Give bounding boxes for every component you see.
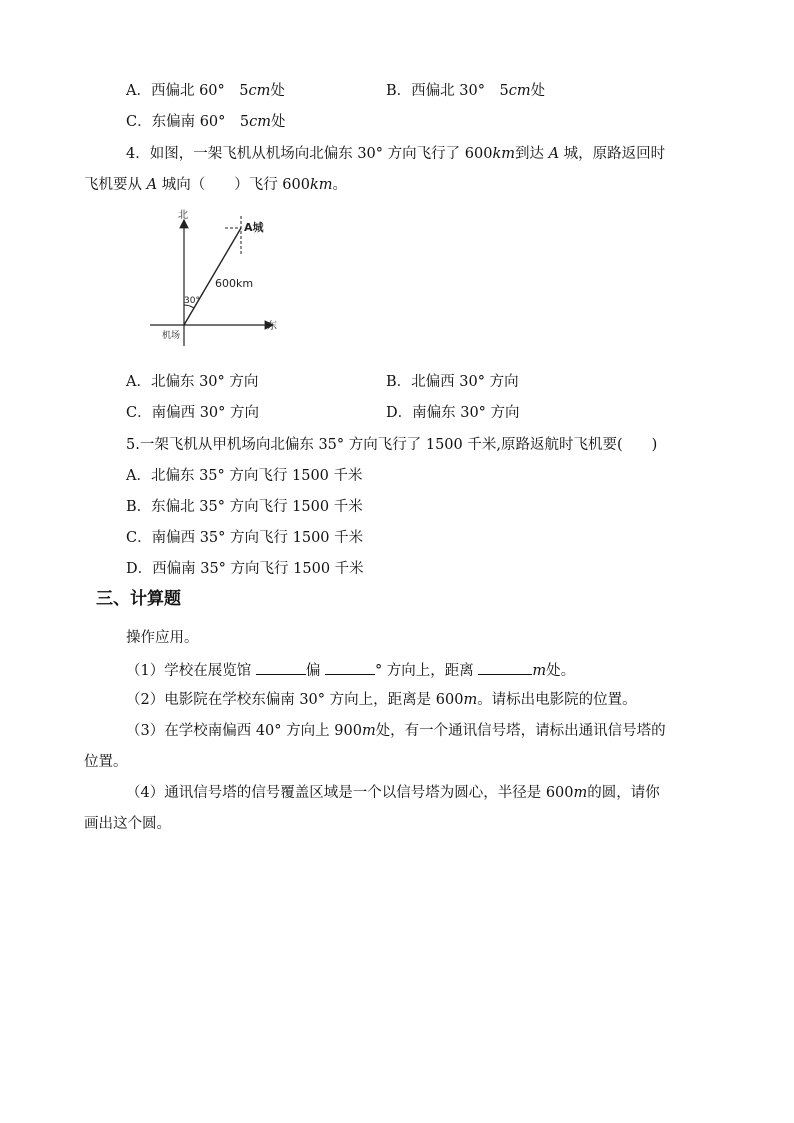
q4-option-b: B．北偏西 30° 方向 — [386, 374, 519, 390]
q4-option-c: C．南偏西 30° 方向 — [126, 405, 260, 421]
q5-option-b: B．东偏北 35° 方向飞行 1500 千米 — [126, 499, 363, 515]
q5-stem: 5.一架飞机从甲机场向北偏东 35° 方向飞行了 1500 千米,原路返航时飞机要( ) — [126, 437, 658, 453]
q4-direction-figure — [145, 208, 280, 348]
section-heading: 三、计算题 — [96, 589, 181, 609]
item-3-line2: 位置。 — [84, 754, 128, 770]
q4-option-a: A．北偏东 30° 方向 — [126, 374, 259, 390]
q5-option-d: D．西偏南 35° 方向飞行 1500 千米 — [126, 561, 364, 577]
east-label: 东 — [267, 321, 277, 332]
item-2: （2）电影院在学校东偏南 30° 方向上，距离是 600m。请标出电影院的位置。 — [126, 692, 637, 708]
q5-option-c: C．南偏西 35° 方向飞行 1500 千米 — [126, 530, 364, 546]
answer-blank-direction[interactable] — [256, 660, 306, 675]
q3-option-c: C．东偏南 60° 5cm处 — [126, 114, 286, 130]
q4-stem-line1: 4．如图，一架飞机从机场向北偏东 30° 方向飞行了 600km到达 A 城，原路返回时 — [126, 146, 666, 162]
item-4-line2: 画出这个圆。 — [84, 816, 171, 832]
q3-option-a: A．西偏北 60° 5cm处 — [126, 83, 285, 99]
answer-blank-angle[interactable] — [325, 660, 375, 675]
item-4-line1: （4）通讯信号塔的信号覆盖区域是一个以信号塔为圆心，半径是 600m的圆，请你 — [126, 785, 660, 801]
answer-blank-distance[interactable] — [478, 660, 532, 675]
angle-label: 30° — [184, 296, 200, 306]
item-1: （1）学校在展览馆 偏 ° 方向上，距离 m处。 — [126, 660, 575, 681]
north-label: 北 — [178, 210, 188, 221]
origin-label: 机场 — [162, 331, 181, 341]
city-label: A城 — [244, 221, 264, 234]
section-intro: 操作应用。 — [126, 630, 199, 646]
q4-option-d: D．南偏东 30° 方向 — [386, 405, 520, 421]
distance-label: 600km — [215, 277, 254, 290]
q3-option-b: B．西偏北 30° 5cm处 — [386, 83, 546, 99]
item-3-line1: （3）在学校南偏西 40° 方向上 900m处，有一个通讯信号塔，请标出通讯信号塔的 — [126, 723, 666, 739]
q4-stem-line2: 飞机要从 A 城向（ ）飞行 600km。 — [84, 177, 348, 193]
q5-option-a: A．北偏东 35° 方向飞行 1500 千米 — [126, 468, 363, 484]
